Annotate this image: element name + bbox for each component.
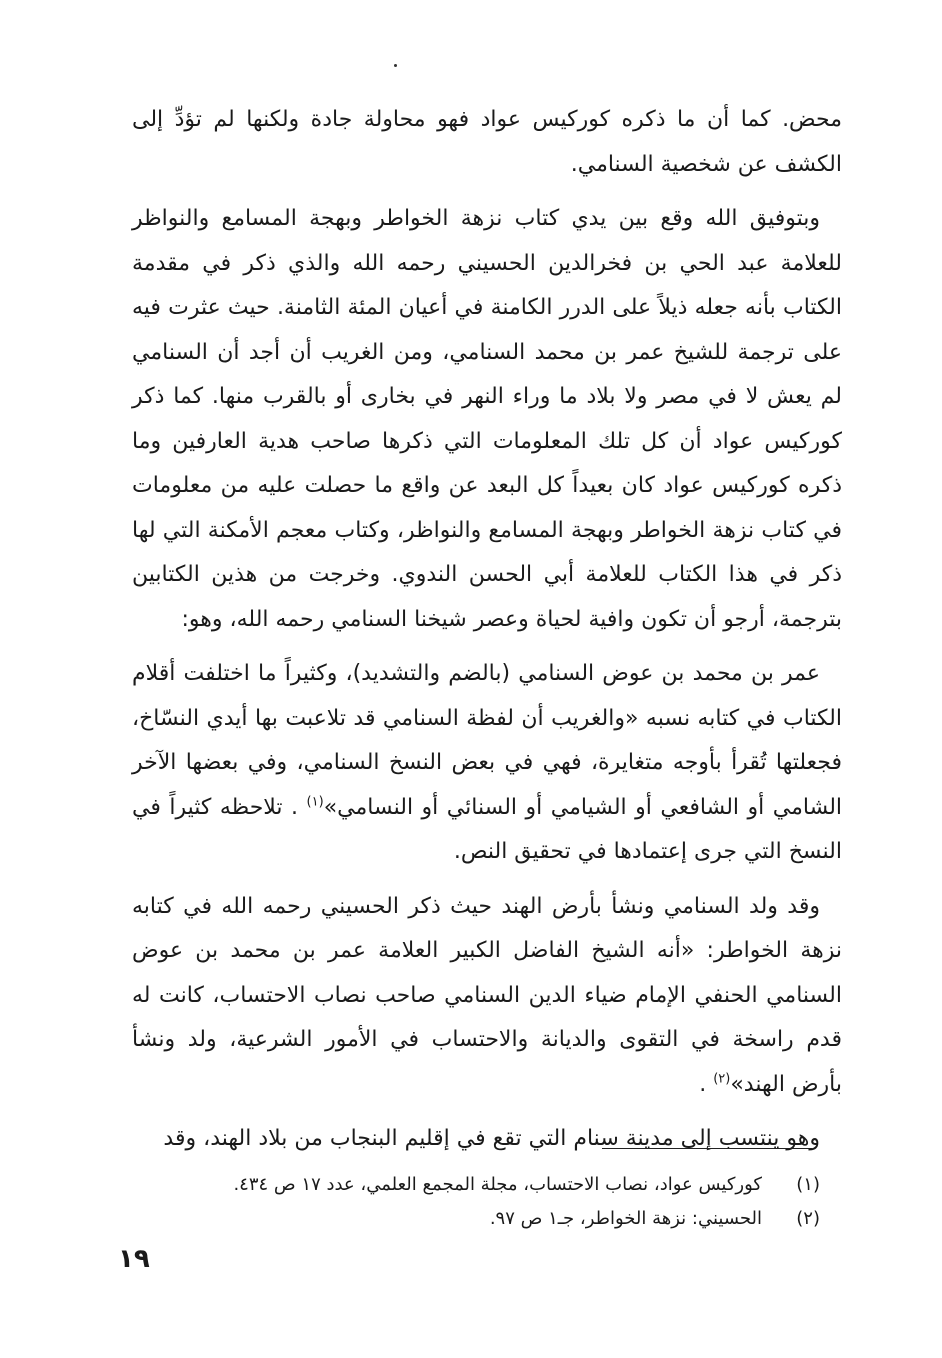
footnote-ref-1: (١) — [306, 794, 324, 810]
footnotes — [120, 1168, 820, 1236]
scan-speck — [394, 64, 397, 67]
paragraph-2: وبتوفيق الله وقع بين يدي كتاب نزهة الخواطر وبهجة المسامع والنواظر للعلامة عبد الحي بن فخرالدين الحسيني رحمه الله والذي ذكر في مقدمة الكتاب بأنه جعله ذيلاً على الدرر الكامنة في أعيان المئة الثامنة. حيث عثرت فيه على ترجمة للشيخ عمر بن محمد السنامي، ومن الغريب أن أجد أن السنامي لم يعش لا في مصر ولا بلاد ما وراء النهر في بخارى أو بالقرب منها. كما ذكر كوركيس عواد أن كل تلك المعلومات التي ذكرها صاحب هدية العارفين وما ذكره كوركيس عواد كان بعيداً كل البعد عن واقع ما حصلت عليه من معلومات في كتاب نزهة الخواطر وبهجة المسامع والنواظر، وكتاب معجم الأمكنة التي لها ذكر في هذا الكتاب للعلامة أبي الحسن الندوي. وخرجت من هذين الكتابين بترجمة، أرجو أن تكون وافية لحياة وعصر شيخنا السنامي رحمه الله، وهو: — [132, 206, 842, 632]
main-text — [132, 98, 842, 1162]
footnote-1 — [120, 1168, 820, 1202]
footnote-number: (١) — [796, 1174, 820, 1195]
paragraph-3-text: عمر بن محمد بن عوض السنامي (بالضم والتشديد)، وكثيراً ما اختلفت أقلام الكتاب في كتابه نسبه «والغريب أن لفظة السنامي قد تلاعبت بها أيدي النسّاخ، فجعلتها تُقرأ بأوجه متغايرة، فهي في بعض النسخ السنامي، وفي بعضها الآخر الشامي أو الشافعي أو الشيامي أو السنائي أو النسامي» — [132, 661, 843, 820]
paragraph-4-text: وقد ولد السنامي ونشأ بأرض الهند حيث ذكر الحسيني رحمه الله في كتابه نزهة الخواطر: «أنه الشيخ الفاضل الكبير العلامة عمر بن محمد بن عوض السنامي الحنفي الإمام ضياء الدين السنامي صاحب نصاب الاحتساب، كانت له قدم راسخة في التقوى والديانة والاحتساب في الأمور الشرعية، ولد ونشأ بأرض الهند» — [132, 893, 842, 1097]
paragraph-1: محض. كما أن ما ذكره كوركيس عواد فهو محاولة جادة ولكنها لم تؤدِّ إلى الكشف عن شخصية السنامي. — [132, 107, 842, 177]
footnote-text: كوركيس عواد، نصاب الاحتساب، مجلة المجمع العلمي، عدد ١٧ ص ٤٣٤. — [233, 1174, 762, 1195]
paragraph-4-end: . — [699, 1071, 714, 1097]
footnote-text: الحسيني: نزهة الخواطر، جـ١ ص ٩٧. — [489, 1208, 762, 1229]
page-number: ١٩ — [118, 1244, 150, 1274]
paragraph-5: وهو ينتسب إلى مدينة سنام التي تقع في إقليم البنجاب من بلاد الهند، وقد — [163, 1126, 820, 1151]
footnote-number: (٢) — [796, 1208, 820, 1229]
paragraph-3-end: . تلاحظه كثيراً في النسخ التي جرى إعتمادها في تحقيق النص. — [132, 794, 842, 864]
footnote-divider — [602, 1148, 812, 1149]
footnote-2 — [120, 1202, 820, 1236]
paragraph-4 — [132, 885, 842, 1108]
footnote-ref-2: (٢) — [713, 1071, 731, 1087]
paragraph-3 — [132, 652, 842, 875]
